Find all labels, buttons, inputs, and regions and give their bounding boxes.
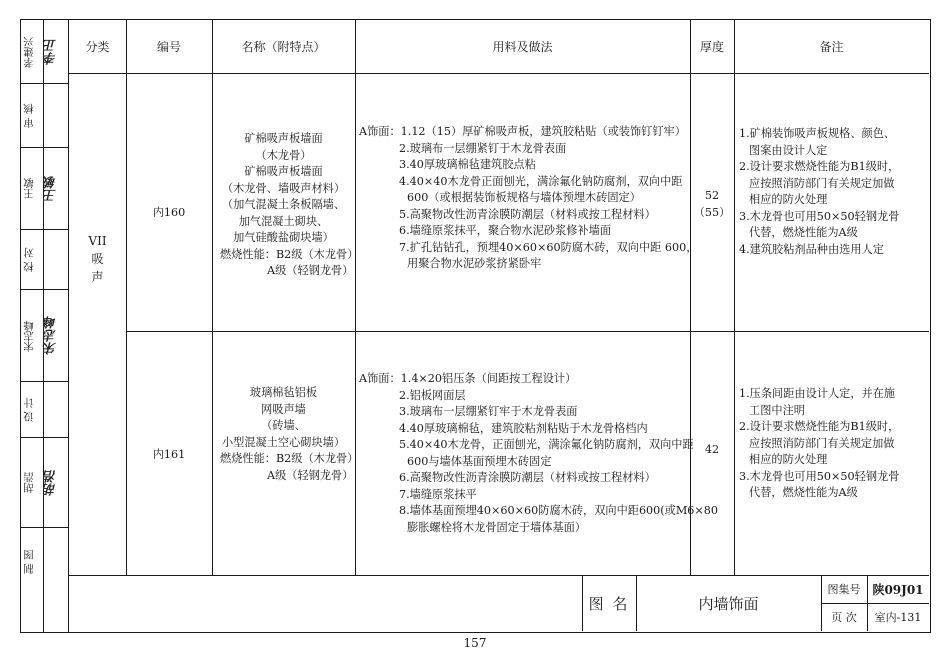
signoff-design — [21, 290, 69, 382]
signoff-draw-label: 制 图 — [23, 549, 35, 575]
signoff-check-name: 王敏 — [23, 178, 35, 200]
row1-note-line: 4.建筑胶粘剂品种由选用人定 — [739, 242, 884, 256]
row2-name-line: 燃烧性能：B2级（木龙骨） — [220, 452, 359, 465]
row1-material-line: A饰面：1.12（15）厚矿棉吸声板，建筑胶粘贴（或装饰钉钉牢） — [359, 125, 686, 138]
row2-code: 内161 — [152, 448, 186, 461]
row1-material-line: 600（或根据装饰板规格与墙体预埋木砖固定） — [407, 191, 641, 204]
row1-material-line: 3.40厚玻璃棉毡建筑胶点粘 — [399, 158, 536, 171]
finish-table — [68, 19, 931, 633]
footer-page-label: 页 次 — [831, 611, 857, 624]
category-label — [69, 232, 126, 286]
header-notes: 备注 — [819, 40, 844, 54]
row1-thickness — [690, 188, 734, 221]
row2-material-line: 3.玻璃布一层绷紧钉牢于木龙骨表面 — [399, 405, 578, 418]
footer-drawing-title: 内墙饰面 — [698, 594, 759, 613]
category-roman: VII — [88, 234, 107, 248]
signoff-check-label: 校 对 — [23, 247, 35, 273]
footer-page-code: 室内-131 — [874, 611, 922, 624]
row1-name-line: （加气混凝土条板隔墙、 — [221, 198, 346, 211]
row2-material-line: 8.墙体基面预埋40×60×60防腐木砖，双向中距600(或M6×80 — [399, 504, 719, 517]
signoff-approve-signature: 李正 — [44, 39, 59, 65]
row2-material-line: 2.铝板网面层 — [399, 388, 466, 402]
category-char-2: 声 — [91, 270, 104, 284]
row1-note-line: 相应的防火处理 — [749, 193, 828, 206]
row2-name-line: A级（轻钢龙骨） — [267, 468, 354, 482]
signoff-check — [21, 148, 69, 230]
row2-material-line: 6.高聚物改性沥青涂膜防潮层（材料或按工程材料） — [399, 471, 656, 484]
row1-note-line: 3.木龙骨也可用50×50轻钢龙骨 — [739, 209, 900, 223]
footer-title-label: 图 名 — [588, 594, 630, 613]
header-materials: 用料及做法 — [492, 40, 553, 54]
row1-name-line: 加气硅酸盐砌块墙） — [233, 231, 334, 244]
row1-note-line: 代替，燃烧性能为A级 — [749, 226, 858, 239]
row2-material-line: 4.40厚玻璃棉毡，建筑胶粘剂粘贴于木龙骨格档内 — [399, 421, 648, 435]
footer-atlas-number: 陕09J01 — [872, 582, 924, 597]
row2-name — [212, 385, 359, 484]
row1-material-line: 7.扩孔钻钻孔，预埋40×60×60防腐木砖，双向中距 600， — [399, 240, 698, 254]
header-name: 名称（附特点） — [241, 40, 326, 54]
row2-note-line: 相应的防火处理 — [749, 453, 828, 466]
page-number: 157 — [463, 636, 487, 650]
row1-note-line: 1.矿棉装饰吸声板规格、颜色、 — [739, 127, 896, 140]
row2-notes — [739, 386, 929, 502]
row2-note-line: 代替，燃烧性能为A级 — [749, 486, 858, 499]
header-thickness: 厚度 — [699, 40, 724, 54]
row2-materials — [359, 371, 719, 536]
header-category: 分类 — [85, 40, 110, 54]
signoff-check-label-cell — [21, 230, 69, 290]
signoff-approve-name: 孝建兴 — [23, 36, 35, 68]
row1-name-line: 矿棉吸声板墙面 — [244, 165, 323, 178]
signoff-draw — [21, 438, 69, 528]
row1-material-line: 4.40×40木龙骨正面刨光，满涂氟化钠防腐剂，双向中距 — [399, 174, 683, 188]
row1-material-line: 5.高聚物改性沥青涂膜防潮层（材料或按工程材料） — [399, 207, 656, 221]
row1-name-line: A级（轻钢龙骨） — [267, 264, 354, 277]
signoff-design-label-cell — [21, 382, 69, 438]
row1-name-line: 加气混凝土砌块、 — [238, 214, 329, 228]
signoff-design-label: 设 计 — [23, 397, 35, 423]
row1-thickness-alt: （55） — [693, 205, 731, 219]
row2-material-line: 膨胀螺栓将木龙骨固定于墙体基面） — [407, 520, 587, 534]
signoff-check-signature: 王敏 — [44, 176, 59, 202]
row1-note-line: 图案由设计人定 — [749, 143, 828, 157]
row2-note-line: 3.木龙骨也可用50×50轻钢龙骨 — [739, 469, 900, 483]
row1-thickness-value: 52 — [704, 189, 720, 202]
header-code: 编号 — [156, 40, 181, 54]
row2-note-line: 2.设计要求燃烧性能为B1级时， — [739, 420, 900, 433]
row2-material-line: 7.墙缝原浆抹平 — [399, 487, 477, 501]
signoff-approve — [21, 20, 69, 84]
row1-material-line: 6.墙缝原浆抹平，聚合物水泥砂浆修补墙面 — [399, 224, 612, 237]
signoff-review-label: 审 核 — [23, 103, 35, 129]
row1-material-line: 2.玻璃布一层绷紧钉于木龙骨表面 — [399, 141, 567, 155]
signoff-strip — [20, 19, 68, 633]
row1-material-line: 用聚合物水泥砂浆挤紧卧牢 — [407, 257, 542, 270]
row2-note-line: 应按照消防部门有关规定加做 — [749, 436, 895, 450]
signoff-draw-label-cell — [21, 528, 69, 632]
signoff-review — [21, 84, 69, 148]
category-char-1: 吸 — [91, 252, 104, 266]
row1-note-line: 应按照消防部门有关规定加做 — [749, 176, 895, 190]
row2-note-line: 1.压条间距由设计人定，并在施 — [739, 387, 896, 400]
row1-note-line: 2.设计要求燃烧性能为B1级时， — [739, 160, 900, 173]
row1-name-line: 燃烧性能：B2级（木龙骨） — [220, 247, 359, 261]
row2-name-line: 玻璃棉毡铝板 — [249, 386, 318, 399]
row2-note-line: 工图中注明 — [749, 403, 805, 417]
row1-code: 内160 — [152, 206, 186, 219]
row1-name-line: （木龙骨、墙吸声材料） — [221, 181, 346, 195]
footer-atlas-label: 图集号 — [827, 583, 861, 596]
row2-material-line: 600与墙体基面预埋木砖固定 — [407, 454, 552, 468]
row1-name-line: （木龙骨） — [255, 148, 312, 162]
row1-notes — [739, 126, 929, 258]
row1-name — [212, 131, 359, 280]
row2-material-line: A饰面：1.4×20铝压条（间距按工程设计） — [359, 372, 577, 385]
row2-name-line: 小型混凝土空心砌块墙） — [221, 435, 346, 449]
signoff-draw-name: 胡浩 — [23, 472, 35, 494]
row2-thickness: 42 — [704, 443, 720, 456]
row2-name-line: （砖墙、 — [261, 419, 306, 432]
signoff-design-name: 宋志峰 — [23, 320, 35, 352]
row2-name-line: 网吸声墙 — [261, 402, 306, 416]
row2-material-line: 5.40×40木龙骨，正面刨光，满涂氟化钠防腐剂，双向中距 — [399, 438, 694, 451]
row1-materials — [359, 124, 698, 273]
row1-name-line: 矿棉吸声板墙面 — [244, 132, 323, 145]
signoff-draw-signature: 胡浩 — [44, 470, 59, 496]
signoff-design-signature: 宋志峰 — [44, 316, 59, 356]
